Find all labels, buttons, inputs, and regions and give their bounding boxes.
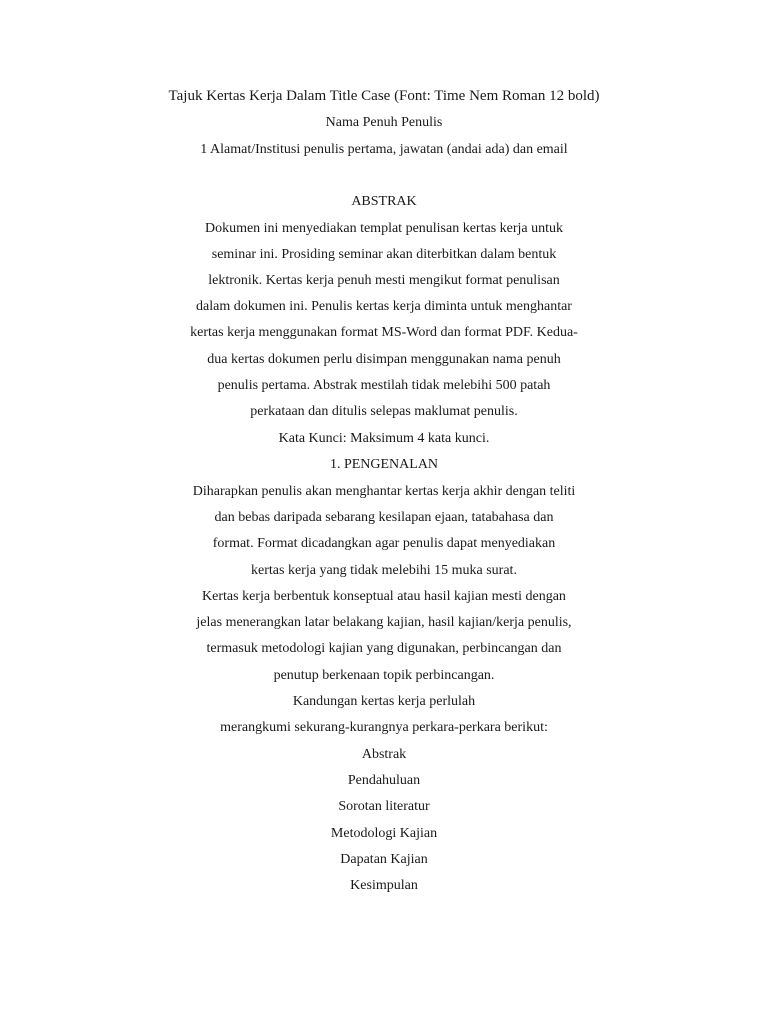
abstract-line: perkataan dan ditulis selepas maklumat penulis. [250, 404, 518, 419]
introduction-line: format. Format dicadangkan agar penulis dapat menyediakan [212, 536, 556, 551]
introduction-line: Diharapkan penulis akan menghantar kertas kerja akhir dengan teliti [192, 484, 576, 499]
author-affiliation: 1 Alamat/Institusi penulis pertama, jawatan (andai ada) dan email [200, 142, 568, 157]
abstract-line: Dokumen ini menyediakan templat penulisan kertas kerja untuk [204, 221, 564, 236]
list-item: Pendahuluan [347, 773, 421, 788]
abstract-line: lektronik. Kertas kerja penuh mesti mengikut format penulisan [208, 273, 560, 288]
keywords: Kata Kunci: Maksimum 4 kata kunci. [278, 431, 490, 446]
list-item: Abstrak [361, 747, 407, 762]
introduction-heading: 1. PENGENALAN [329, 457, 439, 472]
abstract-line: seminar ini. Prosiding seminar akan diterbitkan dalam bentuk [211, 247, 557, 262]
introduction-line: Kertas kerja berbentuk konseptual atau hasil kajian mesti dengan [202, 589, 566, 604]
introduction-line: Kandungan kertas kerja perlulah [292, 694, 476, 709]
list-item: Sorotan literatur [338, 799, 430, 814]
abstract-line: penulis pertama. Abstrak mestilah tidak melebihi 500 patah [217, 378, 551, 393]
abstract-line: dalam dokumen ini. Penulis kertas kerja diminta untuk menghantar [196, 299, 572, 314]
list-item: Kesimpulan [350, 878, 418, 893]
list-item: Dapatan Kajian [340, 852, 428, 867]
abstract-heading: ABSTRAK [351, 194, 417, 209]
introduction-line: kertas kerja yang tidak melebihi 15 muka surat. [251, 563, 517, 578]
introduction-line: dan bebas daripada sebarang kesilapan ejaan, tatabahasa dan [214, 510, 554, 525]
list-item: Metodologi Kajian [330, 826, 438, 841]
author-name: Nama Penuh Penulis [325, 115, 443, 130]
introduction-line: jelas menerangkan latar belakang kajian, hasil kajian/kerja penulis, [196, 615, 572, 630]
paper-title: Tajuk Kertas Kerja Dalam Title Case (Font: Time Nem Roman 12 bold) [168, 88, 600, 104]
introduction-line: penutup berkenaan topik perbincangan. [273, 668, 495, 683]
abstract-line: kertas kerja menggunakan format MS-Word dan format PDF. Kedua- [190, 325, 578, 340]
introduction-line: termasuk metodologi kajian yang digunakan, perbincangan dan [206, 641, 562, 656]
introduction-line: merangkumi sekurang-kurangnya perkara-perkara berikut: [220, 720, 548, 735]
abstract-line: dua kertas dokumen perlu disimpan menggunakan nama penuh [207, 352, 561, 367]
